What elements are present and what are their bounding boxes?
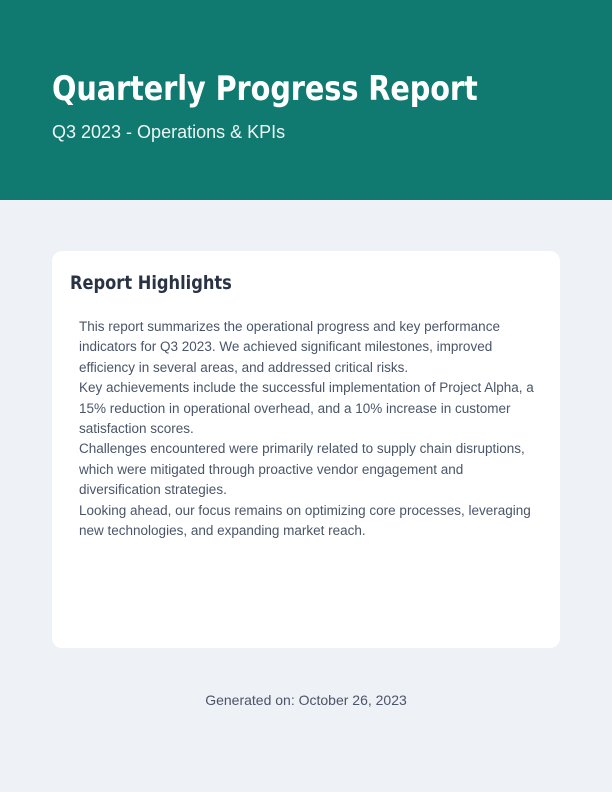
report-header-band (0, 0, 612, 200)
body-paragraph: Looking ahead, our focus remains on optimizing core processes, leveraging new technologies, and expanding market reach. (79, 502, 531, 539)
body-paragraph: Challenges encountered were primarily related to supply chain disruptions, which were mitigated through proactive vendor engagement and diversification strategies. (79, 441, 525, 498)
body-paragraph: Key achievements include the successful implementation of Project Alpha, a 15% reduction in operational overhead, and a 10% increase in customer satisfaction scores. (79, 380, 534, 437)
body-paragraph: This report summarizes the operational progress and key performance indicators for Q3 2023. We achieved significant milestones, improved efficiency in several areas, and addressed critical risks. (79, 319, 500, 375)
generated-on-label: Generated on: October 26, 2023 (205, 692, 407, 708)
page-subtitle: Q3 2023 - Operations & KPIs (52, 122, 286, 142)
report-highlights-card (52, 251, 560, 648)
card-heading: Report Highlights (70, 272, 232, 294)
page-title: Quarterly Progress Report (52, 69, 478, 109)
card-body (70, 295, 540, 541)
